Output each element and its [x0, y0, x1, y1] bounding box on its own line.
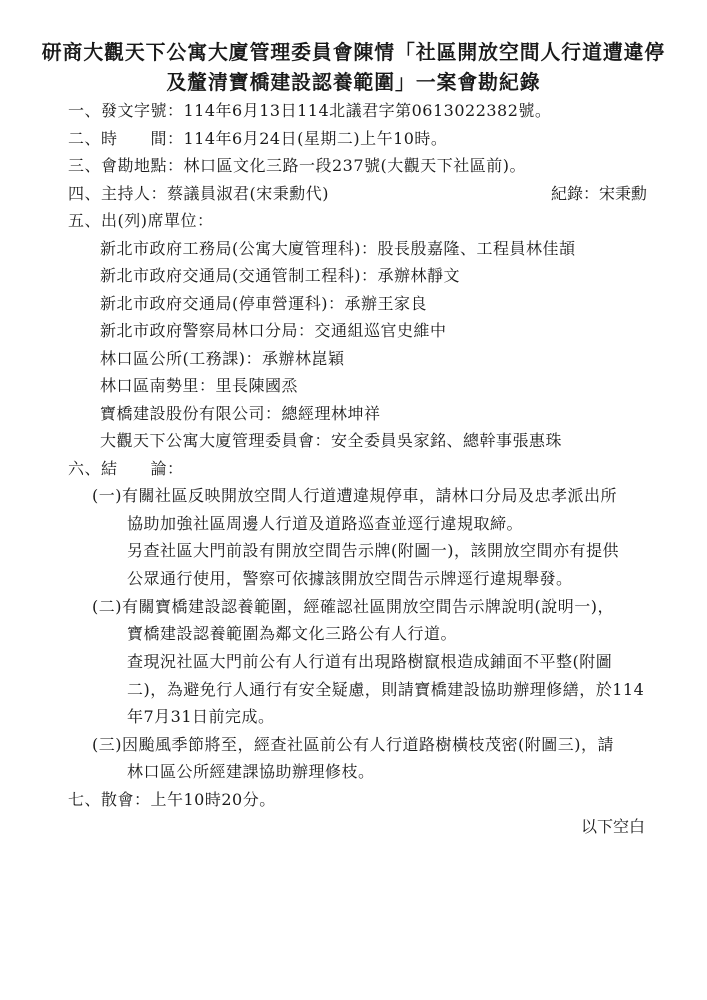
adjourn: 七、散會：上午10時20分。: [68, 790, 276, 809]
conclusion-line: 另查社區大門前設有開放空間告示牌(附圖一)，該開放空間亦有提供: [127, 541, 619, 560]
conclusion-heading: 六、結 論：: [68, 459, 184, 478]
attendee-item: 新北市政府工務局(公寓大廈管理科)：股長殷嘉隆、工程員林佳頡: [100, 239, 576, 258]
attendee-item: 寶橋建設股份有限公司：總經理林坤祥: [100, 404, 381, 423]
conclusion-line: (二)有關寶橋建設認養範圍，經確認社區開放空間告示牌說明(說明一)，: [92, 597, 614, 616]
blank-below-note: 以下空白: [580, 817, 645, 836]
conclusion-line: 公眾通行使用，警察可依據該開放空間告示牌逕行違規舉發。: [127, 569, 573, 588]
conclusion-line: 查現況社區大門前公有人行道有出現路樹竄根造成鋪面不平整(附圖: [127, 652, 613, 671]
document-number: 一、發文字號：114年6月13日114北議君字第0613022382號。: [68, 101, 552, 120]
attendee-item: 大觀天下公寓大廈管理委員會：安全委員吳家銘、總幹事張惠珠: [100, 431, 563, 450]
attendee-item: 新北市政府交通局(交通管制工程科)：承辦林靜文: [100, 266, 460, 285]
title-line-1: 研商大觀天下公寓大廈管理委員會陳情「社區開放空間人行道遭違停: [41, 40, 666, 64]
title-line-2: 及釐清寶橋建設認養範圍」一案會勘紀錄: [166, 70, 541, 94]
recorder: 紀錄：宋秉勳: [550, 184, 647, 203]
attendee-item: 林口區公所(工務課)：承辦林崑穎: [100, 349, 345, 368]
conclusion-line: 二)，為避免行人通行有安全疑慮，則請寶橋建設協助辦理修繕，於114: [127, 680, 645, 699]
conclusion-line: (一)有關社區反映開放空間人行道遭違規停車，請林口分局及忠孝派出所: [92, 486, 617, 505]
attendee-item: 林口區南勢里：里長陳國烝: [100, 376, 299, 395]
conclusion-line: 年7月31日前完成。: [127, 707, 275, 726]
meeting-time: 二、時 間：114年6月24日(星期二)上午10時。: [68, 129, 448, 148]
attendee-item: 新北市政府交通局(停車營運科)：承辦王家良: [100, 294, 427, 313]
attendees-heading: 五、出(列)席單位：: [68, 211, 214, 230]
conclusion-line: (三)因颱風季節將至，經查社區前公有人行道路樹橫枝茂密(附圖三)，請: [92, 735, 614, 754]
attendee-item: 新北市政府警察局林口分局：交通組巡官史維中: [100, 321, 447, 340]
host: 四、主持人：蔡議員淑君(宋秉勳代): [68, 184, 329, 203]
conclusion-line: 協助加強社區周邊人行道及道路巡查並逕行違規取締。: [127, 514, 524, 533]
meeting-location: 三、會勘地點：林口區文化三路一段237號(大觀天下社區前)。: [68, 156, 527, 175]
conclusion-line: 林口區公所經建課協助辦理修枝。: [127, 762, 375, 781]
conclusion-line: 寶橋建設認養範圍為鄰文化三路公有人行道。: [127, 624, 458, 643]
